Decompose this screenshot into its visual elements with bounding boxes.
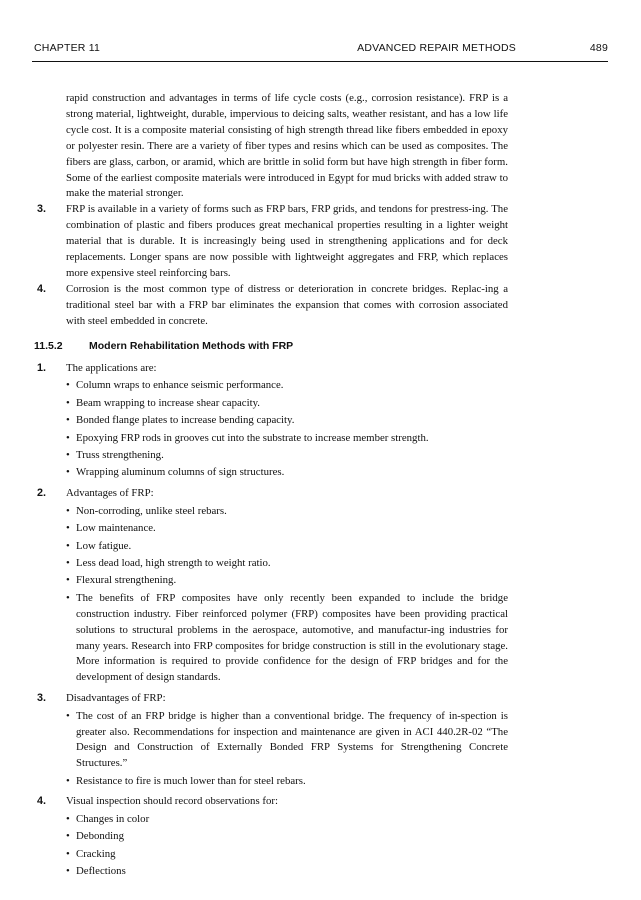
- chapter-title: ADVANCED REPAIR METHODS: [357, 42, 516, 54]
- bullet-item: • Wrapping aluminum columns of sign structures.: [66, 465, 508, 482]
- section-heading: [34, 339, 641, 355]
- item-text: Disadvantages of FRP:: [66, 691, 166, 704]
- list-item-applications: [37, 361, 508, 483]
- bullet-item: • Bonded flange plates to increase bending capacity.: [66, 413, 508, 430]
- running-header: [34, 42, 608, 58]
- page-number: 489: [589, 42, 608, 54]
- bullet-list: [66, 504, 508, 688]
- item-text: Visual inspection should record observations for:: [66, 795, 278, 808]
- bullet-item: • Low fatigue.: [66, 539, 508, 556]
- list-item-advantages: [37, 486, 508, 688]
- numbered-item-3: [37, 202, 508, 282]
- item-number: 3.: [37, 203, 47, 216]
- bullet-item: • Column wraps to enhance seismic performance.: [66, 378, 508, 395]
- bullet-item: • The cost of an FRP bridge is higher than a conventional bridge. The frequency of in-spection is greater also. Recommendations for inspection and maintenance are given in ACI 440.2R-02 “The Design and Construction of Externally Bonded FRP Systems for Strengthening Concrete Structures.”: [66, 709, 508, 774]
- bullet-item: • Non-corroding, unlike steel rebars.: [66, 504, 508, 521]
- item-number: 3.: [37, 691, 47, 704]
- page-body: [0, 91, 641, 885]
- list-item-visual-inspection: [37, 794, 508, 882]
- item-text: Advantages of FRP:: [66, 486, 154, 499]
- bullet-item: • Changes in color: [66, 812, 508, 829]
- bullet-item: • Debonding: [66, 829, 508, 846]
- bullet-item: • The benefits of FRP composites have only recently been expanded to include the bridge construction industry. Fiber reinforced polymer (FRP) composites have been providing practical solutions to structural problems in the aerospace, automotive, and manufactur-ing industries for many years. Research into FRP composites for bridge construction is still in the evolutionary stage. More information is required to provide confidence for the design of FRP bridges and for the development of design standards.: [66, 591, 508, 688]
- bullet-item: • Epoxying FRP rods in grooves cut into the substrate to increase member strength.: [66, 431, 508, 448]
- bullet-list: [66, 378, 508, 482]
- numbered-item-4: [37, 282, 508, 330]
- bullet-item: • Less dead load, high strength to weight ratio.: [66, 556, 508, 573]
- bullet-item: • Deflections: [66, 864, 508, 881]
- item-text: The applications are:: [66, 361, 157, 374]
- section-number: 11.5.2: [34, 339, 63, 352]
- bullet-item: • Beam wrapping to increase shear capacity.: [66, 396, 508, 413]
- item-number: 4.: [37, 795, 47, 808]
- bullet-list: [66, 709, 508, 792]
- item-text: Corrosion is the most common type of distress or deterioration in concrete bridges. Replac-ing a traditional steel bar with a FRP bar eliminates the expansion that comes with corrosion associated with steel embedded in concrete.: [66, 282, 508, 327]
- bullet-item: • Cracking: [66, 847, 508, 864]
- bullet-list: [66, 812, 508, 882]
- bullet-item: • Low maintenance.: [66, 521, 508, 538]
- item-number: 4.: [37, 282, 47, 295]
- item-number: 1.: [37, 361, 47, 374]
- bullet-item: • Truss strengthening.: [66, 448, 508, 465]
- intro-paragraph: rapid construction and advantages in terms of life cycle costs (e.g., corrosion resistance). FRP is a strong material, lightweight, durable, impervious to deicing salts, weather resistant, and has a low life cycle cost. It is a composite material consisting of high strength thread like fibers embedded in epoxy or polyester resin. There are a variety of fiber types and resins which can be used as composites. The fibers are glass, carbon, or aramid, which are brittle in solid form but have high strength in fiber form. Some of the earliest composite materials were introduced in Egypt for mud bricks with added straw to make the material stronger.: [66, 92, 508, 200]
- item-text: FRP is available in a variety of forms such as FRP bars, FRP grids, and tendons for prestress-ing. The combination of plastic and fibers produces great mechanical properties resulting in a lighter weight material that is durable. It is increasingly being used in strengthening applications and for deck replacements. Longer spans are now possible with lightweight aggregates and FRP, which replaces more expensive steel reinforcing bars.: [66, 203, 508, 279]
- item-number: 2.: [37, 486, 47, 499]
- header-rule: [32, 61, 608, 62]
- section-title: Modern Rehabilitation Methods with FRP: [89, 339, 294, 352]
- chapter-label: CHAPTER 11: [34, 42, 100, 54]
- list-item-disadvantages: [37, 691, 508, 791]
- bullet-item: • Flexural strengthening.: [66, 573, 508, 590]
- bullet-item: • Resistance to fire is much lower than for steel rebars.: [66, 774, 508, 791]
